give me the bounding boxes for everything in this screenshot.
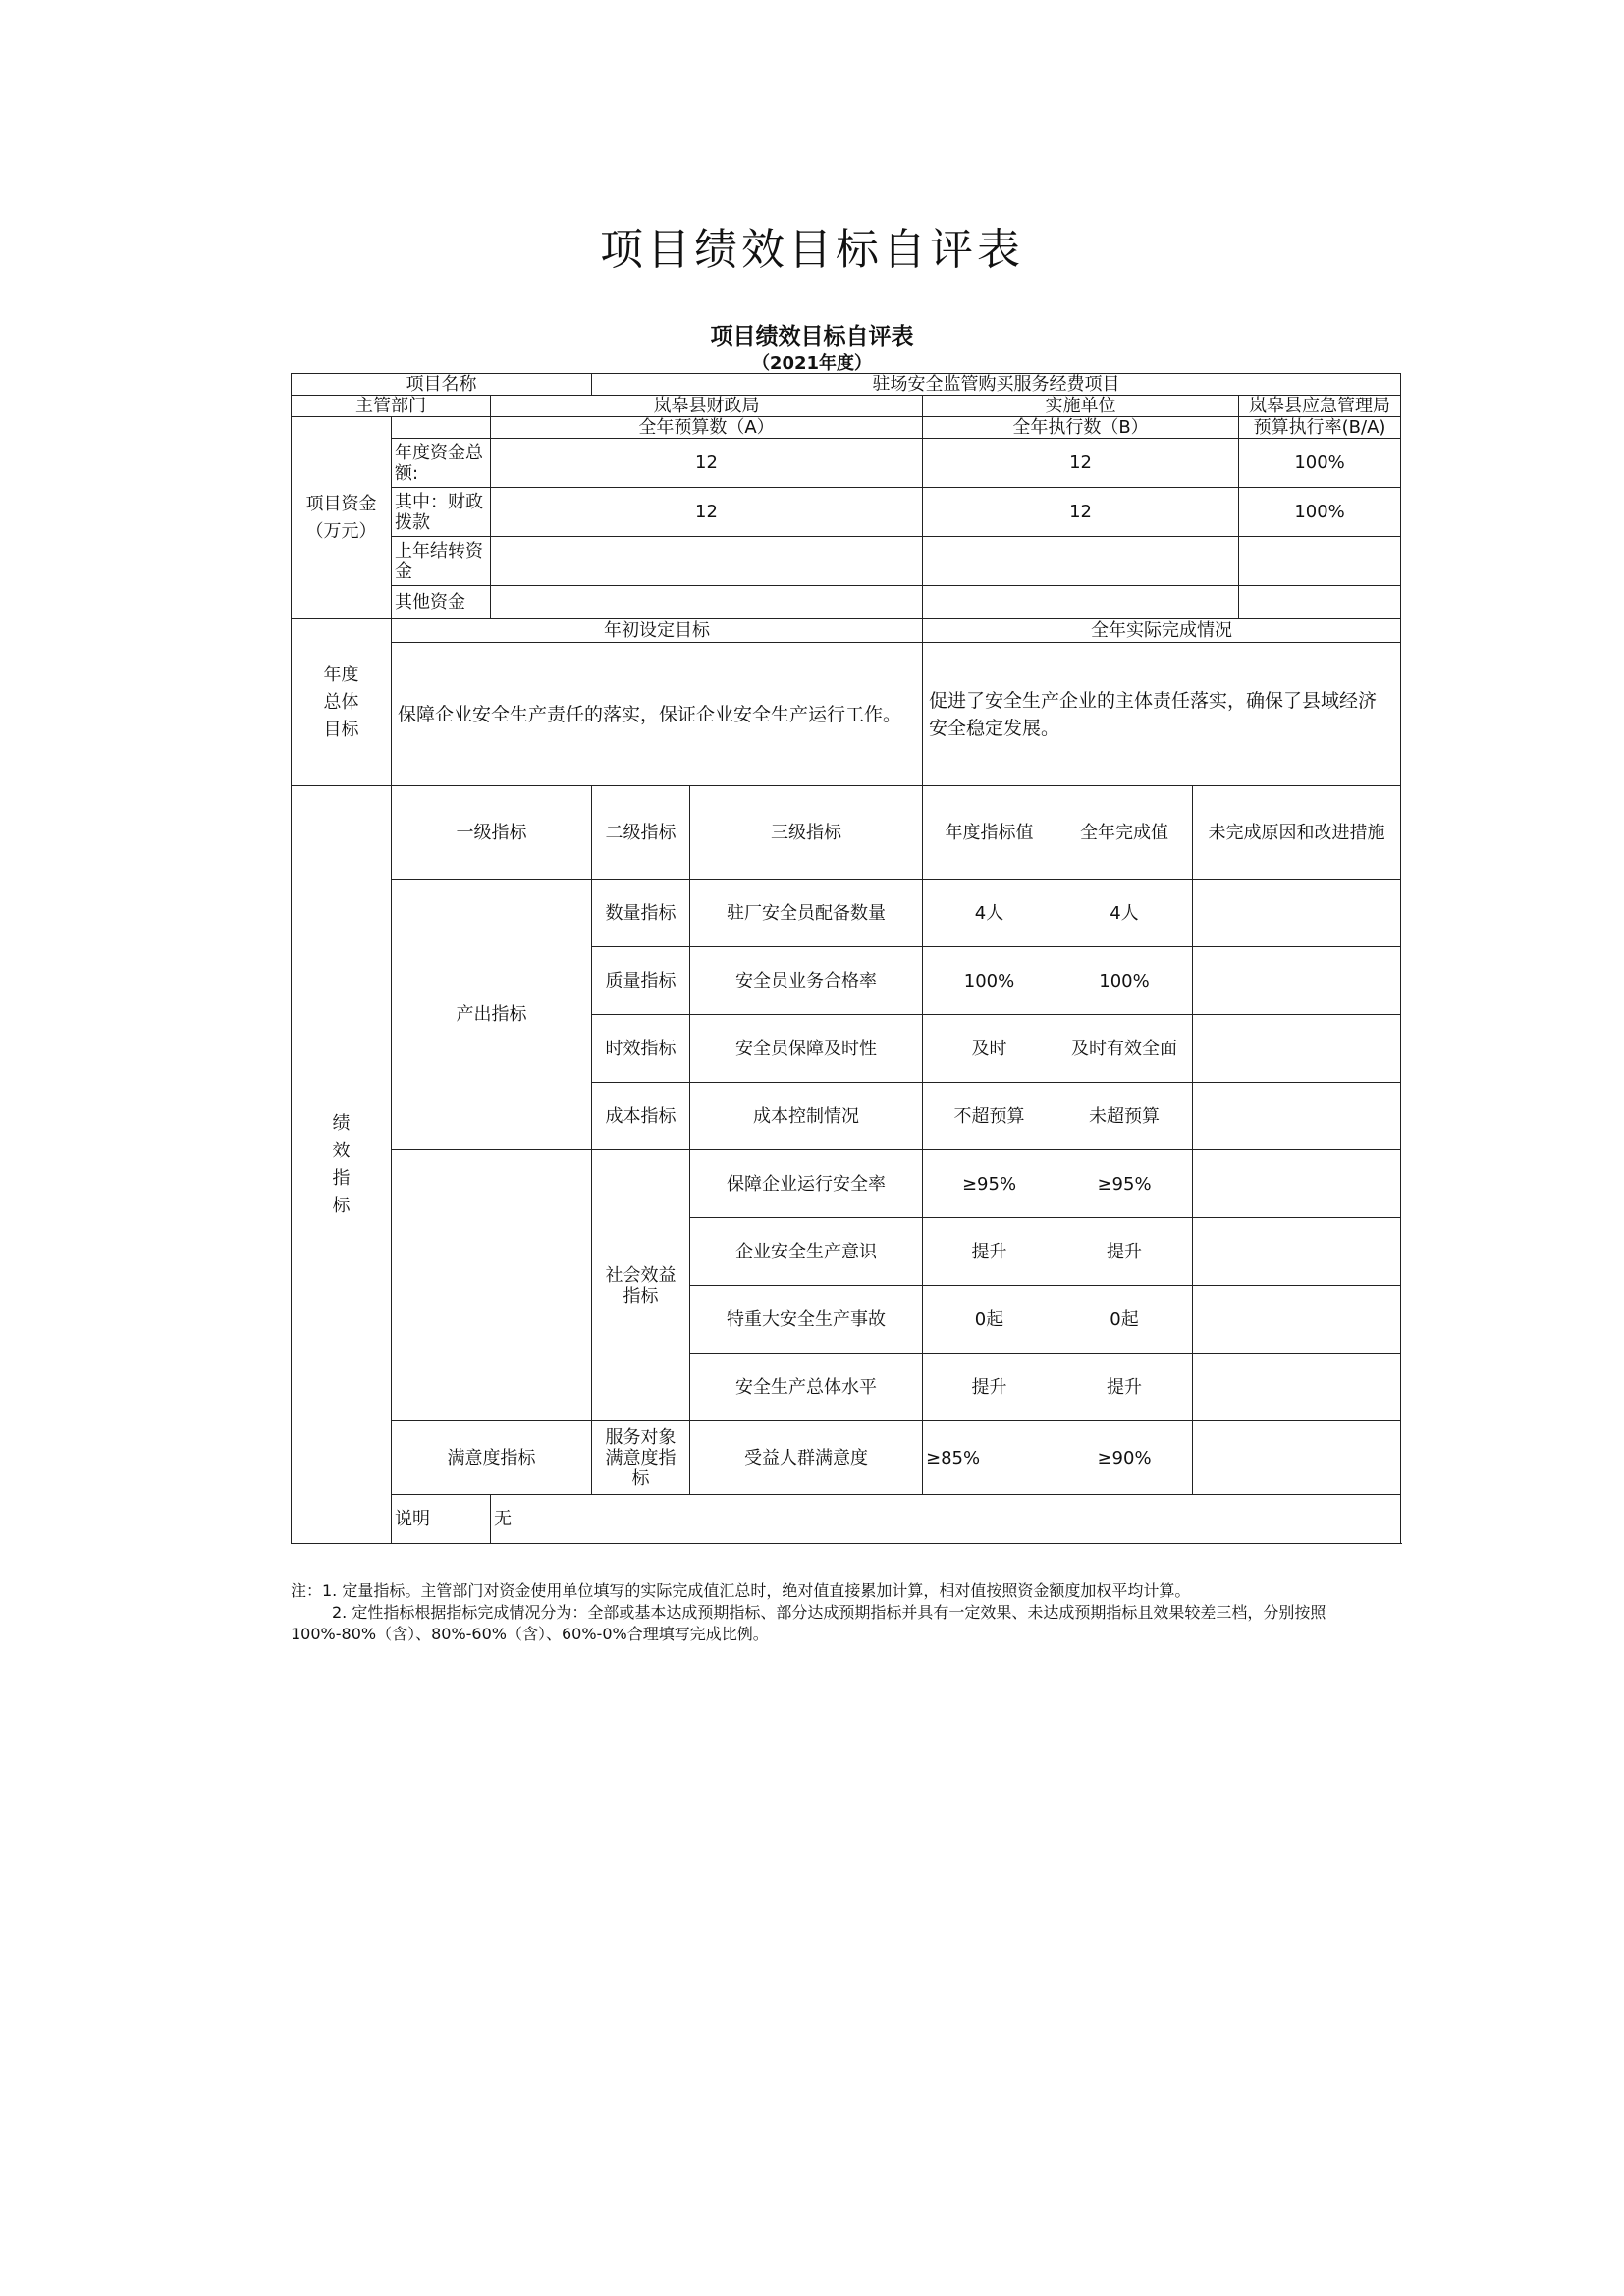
goals-group-label [292, 619, 392, 786]
funds-row-label: 年度资金总额: [392, 439, 491, 488]
budget-col-header: 全年预算数（A） [491, 417, 923, 439]
indicator-level3: 企业安全生产意识 [690, 1218, 923, 1286]
indicator-level2: 时效指标 [592, 1015, 690, 1083]
implementing-unit-label: 实施单位 [923, 396, 1239, 417]
funds-header-row [292, 417, 1401, 439]
indicator-level3: 成本控制情况 [690, 1083, 923, 1150]
funds-budget: 12 [491, 488, 923, 537]
department-label: 主管部门 [292, 396, 491, 417]
goals-header-row [292, 619, 1401, 643]
indicator-target: ≥85% [923, 1421, 1056, 1495]
indicator-reason [1193, 1015, 1401, 1083]
indicator-row [292, 1150, 1401, 1218]
actual-goal-header: 全年实际完成情况 [923, 619, 1401, 643]
social-level1-blank [392, 1150, 592, 1421]
indicators-group-label-text: 绩 效 指 标 [332, 1112, 351, 1216]
set-goal-text: 保障企业安全生产责任的落实，保证企业安全生产运行工作。 [392, 643, 923, 786]
indicator-target: 0起 [923, 1286, 1056, 1354]
indicator-reason [1193, 1150, 1401, 1218]
funds-rate: 100% [1239, 439, 1401, 488]
goals-text-row [292, 643, 1401, 786]
funds-row-label: 上年结转资金 [392, 537, 491, 586]
funds-exec: 12 [923, 439, 1239, 488]
goals-group-label-text: 年度 总体 目标 [323, 664, 359, 740]
indicator-reason [1193, 1286, 1401, 1354]
social-indicator-label [592, 1150, 690, 1421]
exec-col-header: 全年执行数（B） [923, 417, 1239, 439]
indicator-reason [1193, 880, 1401, 947]
indicator-target: 及时 [923, 1015, 1056, 1083]
output-indicator-label: 产出指标 [392, 880, 592, 1150]
indicator-actual: 提升 [1056, 1354, 1193, 1421]
indicator-level3: 特重大安全生产事故 [690, 1286, 923, 1354]
project-name-value: 驻场安全监管购买服务经费项目 [592, 374, 1401, 396]
indicator-actual: 提升 [1056, 1218, 1193, 1286]
department-row [292, 396, 1401, 417]
indicator-level3: 安全生产总体水平 [690, 1354, 923, 1421]
indicator-actual: ≥95% [1056, 1150, 1193, 1218]
project-name-label: 项目名称 [292, 374, 592, 396]
notes [291, 1580, 1405, 1645]
remark-label: 说明 [392, 1495, 491, 1544]
funds-exec [923, 586, 1239, 619]
indicator-level3: 保障企业运行安全率 [690, 1150, 923, 1218]
funds-row [292, 439, 1401, 488]
indicator-actual: 0起 [1056, 1286, 1193, 1354]
funds-budget [491, 586, 923, 619]
remark-value: 无 [491, 1495, 1401, 1544]
indicator-level2: 成本指标 [592, 1083, 690, 1150]
indicator-target: 提升 [923, 1218, 1056, 1286]
indicator-actual: 未超预算 [1056, 1083, 1193, 1150]
target-header: 年度指标值 [923, 786, 1056, 880]
satisfaction-level2-text: 服务对象 满意度指 标 [605, 1426, 677, 1489]
indicator-level3: 受益人群满意度 [690, 1421, 923, 1495]
table-title: 项目绩效目标自评表 [710, 324, 914, 349]
funds-rate [1239, 586, 1401, 619]
indicator-reason [1193, 1218, 1401, 1286]
indicator-target: 提升 [923, 1354, 1056, 1421]
funds-group-label-text: 项目资金 （万元） [305, 493, 377, 542]
indicator-target: 4人 [923, 880, 1056, 947]
funds-budget: 12 [491, 439, 923, 488]
indicator-actual: 4人 [1056, 880, 1193, 947]
indicator-actual: ≥90% [1056, 1421, 1193, 1495]
indicator-reason [1193, 1354, 1401, 1421]
indicator-target: 100% [923, 947, 1056, 1015]
indicator-level3: 安全员保障及时性 [690, 1015, 923, 1083]
set-goal-header: 年初设定目标 [392, 619, 923, 643]
note-1: 注：1. 定量指标。主管部门对资金使用单位填写的实际完成值汇总时，绝对值直接累加计算，相对值按照资金额度加权平均计算。 [291, 1581, 1191, 1600]
funds-row-label: 其他资金 [392, 586, 491, 619]
indicator-level3: 安全员业务合格率 [690, 947, 923, 1015]
funds-exec: 12 [923, 488, 1239, 537]
note-2: 2. 定性指标根据指标完成情况分为：全部或基本达成预期指标、部分达成预期指标并具有一定效果、未达成预期指标且效果较差三档，分别按照100%-80%（含）、80%-60%（含）、60%-0%合理填写完成比例。 [291, 1603, 1326, 1643]
indicator-target: ≥95% [923, 1150, 1056, 1218]
level1-header: 一级指标 [392, 786, 592, 880]
indicator-actual: 100% [1056, 947, 1193, 1015]
social-indicator-label-text: 社会效益 指标 [605, 1264, 677, 1307]
level3-header: 三级指标 [690, 786, 923, 880]
funds-budget [491, 537, 923, 586]
funds-exec [923, 537, 1239, 586]
table-subtitle: （2021年度） [751, 353, 873, 374]
indicator-level2: 质量指标 [592, 947, 690, 1015]
indicator-actual: 及时有效全面 [1056, 1015, 1193, 1083]
remark-row [292, 1495, 1401, 1544]
indicator-target: 不超预算 [923, 1083, 1056, 1150]
reason-header: 未完成原因和改进措施 [1193, 786, 1401, 880]
indicator-level3: 驻厂安全员配备数量 [690, 880, 923, 947]
funds-row-label: 其中：财政拨款 [392, 488, 491, 537]
indicator-level2: 数量指标 [592, 880, 690, 947]
funds-row [292, 537, 1401, 586]
indicator-row [292, 880, 1401, 947]
department-value: 岚皋县财政局 [491, 396, 923, 417]
rate-col-header: 预算执行率(B/A) [1239, 417, 1401, 439]
actual-header: 全年完成值 [1056, 786, 1193, 880]
funds-row [292, 586, 1401, 619]
funds-row [292, 488, 1401, 537]
implementing-unit-value: 岚皋县应急管理局 [1239, 396, 1401, 417]
funds-rate: 100% [1239, 488, 1401, 537]
project-name-row [292, 374, 1401, 396]
page-title: 项目绩效目标自评表 [600, 225, 1024, 275]
funds-rate [1239, 537, 1401, 586]
funds-group-label [292, 417, 392, 619]
satisfaction-level2 [592, 1421, 690, 1495]
indicator-header-row [292, 786, 1401, 880]
satisfaction-indicator-label: 满意度指标 [392, 1421, 592, 1495]
level2-header: 二级指标 [592, 786, 690, 880]
funds-header-blank [392, 417, 491, 439]
indicator-reason [1193, 1083, 1401, 1150]
indicator-reason [1193, 1421, 1401, 1495]
evaluation-table-wrapper [291, 373, 1400, 1544]
evaluation-table [291, 373, 1401, 1544]
indicator-reason [1193, 947, 1401, 1015]
actual-goal-text: 促进了安全生产企业的主体责任落实，确保了县域经济安全稳定发展。 [923, 643, 1401, 786]
indicators-group-label [292, 786, 392, 1544]
satisfaction-row [292, 1421, 1401, 1495]
